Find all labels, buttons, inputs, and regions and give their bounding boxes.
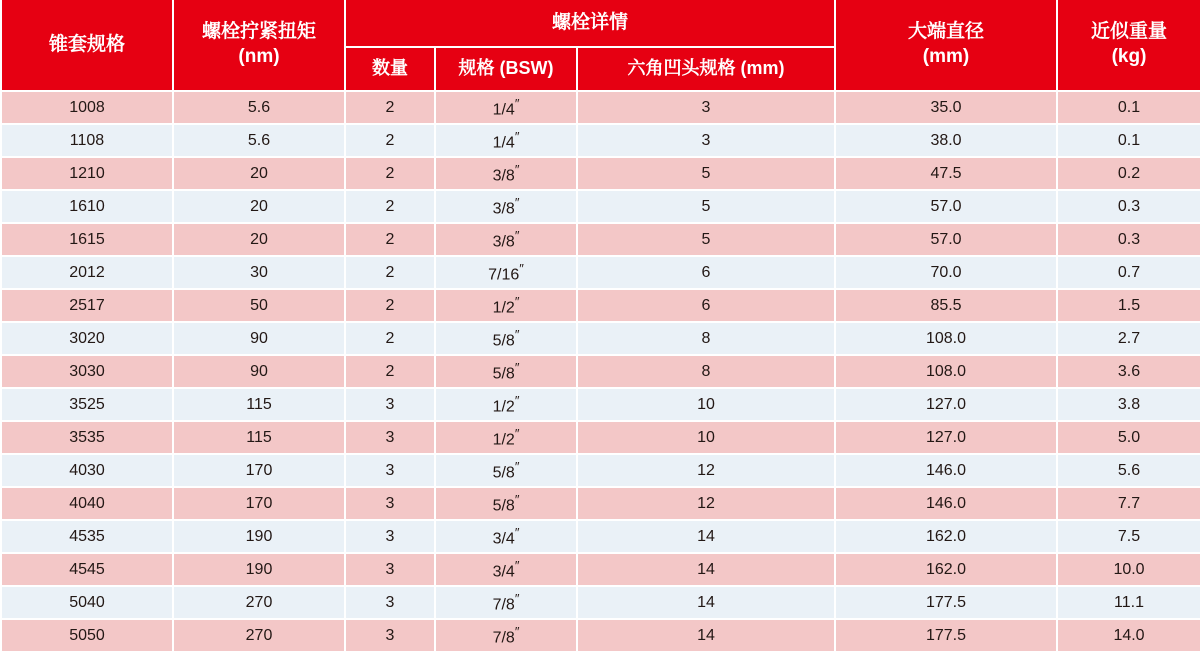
cell-taper-spec: 4040 — [1, 487, 173, 520]
cell-bolt-torque: 50 — [173, 289, 345, 322]
cell-bolt-spec-value: 5/8 — [492, 365, 515, 383]
cell-taper-spec: 5050 — [1, 619, 173, 652]
cell-taper-spec: 3535 — [1, 421, 173, 454]
inch-mark: ″ — [514, 326, 520, 342]
header-big-end-diameter-unit: (mm) — [922, 46, 970, 67]
cell-bolt-torque: 270 — [173, 586, 345, 619]
inch-mark: ″ — [514, 590, 520, 606]
cell-hex-socket: 14 — [577, 586, 835, 619]
cell-big-end-diameter: 108.0 — [835, 322, 1057, 355]
cell-approx-weight: 7.7 — [1057, 487, 1200, 520]
cell-taper-spec: 3030 — [1, 355, 173, 388]
cell-big-end-diameter: 146.0 — [835, 487, 1057, 520]
cell-bolt-quantity: 2 — [345, 190, 435, 223]
cell-bolt-torque: 5.6 — [173, 124, 345, 157]
cell-bolt-quantity: 3 — [345, 619, 435, 652]
cell-bolt-torque: 20 — [173, 223, 345, 256]
inch-mark: ″ — [514, 392, 520, 408]
cell-bolt-torque: 30 — [173, 256, 345, 289]
cell-approx-weight: 7.5 — [1057, 520, 1200, 553]
cell-approx-weight: 3.8 — [1057, 388, 1200, 421]
inch-mark: ″ — [514, 425, 520, 441]
cell-bolt-spec-value: 3/8 — [492, 233, 515, 251]
cell-bolt-spec-value: 5/8 — [492, 332, 515, 350]
cell-big-end-diameter: 177.5 — [835, 619, 1057, 652]
cell-bolt-spec-value: 3/4 — [492, 563, 515, 581]
cell-big-end-diameter: 127.0 — [835, 388, 1057, 421]
cell-bolt-spec-bsw — [435, 421, 577, 454]
cell-bolt-spec-bsw — [435, 454, 577, 487]
inch-mark: ″ — [514, 557, 520, 573]
cell-taper-spec: 3525 — [1, 388, 173, 421]
cell-taper-spec: 4545 — [1, 553, 173, 586]
cell-bolt-spec-bsw — [435, 289, 577, 322]
cell-bolt-spec-bsw — [435, 619, 577, 652]
cell-bolt-torque: 90 — [173, 322, 345, 355]
cell-bolt-spec-bsw — [435, 256, 577, 289]
cell-approx-weight: 5.6 — [1057, 454, 1200, 487]
header-taper-spec: 锥套规格 — [1, 0, 173, 91]
cell-bolt-spec-value: 3/8 — [492, 200, 515, 218]
cell-bolt-spec-bsw — [435, 91, 577, 124]
inch-mark: ″ — [514, 194, 520, 210]
cell-bolt-spec-bsw — [435, 223, 577, 256]
cell-hex-socket: 12 — [577, 487, 835, 520]
header-approx-weight-title: 近似重量 — [1091, 21, 1168, 43]
inch-mark: ″ — [514, 359, 520, 375]
cell-big-end-diameter: 108.0 — [835, 355, 1057, 388]
cell-approx-weight: 0.3 — [1057, 223, 1200, 256]
cell-approx-weight: 10.0 — [1057, 553, 1200, 586]
cell-bolt-quantity: 2 — [345, 256, 435, 289]
cell-hex-socket: 8 — [577, 355, 835, 388]
header-bolt-quantity: 数量 — [345, 47, 435, 91]
table-row — [1, 289, 1200, 322]
cell-bolt-spec-bsw — [435, 157, 577, 190]
cell-bolt-quantity: 3 — [345, 586, 435, 619]
cell-hex-socket: 14 — [577, 520, 835, 553]
cell-bolt-quantity: 2 — [345, 355, 435, 388]
cell-bolt-quantity: 2 — [345, 223, 435, 256]
inch-mark: ″ — [514, 161, 520, 177]
cell-approx-weight: 0.7 — [1057, 256, 1200, 289]
cell-taper-spec: 1610 — [1, 190, 173, 223]
cell-bolt-torque: 270 — [173, 619, 345, 652]
cell-approx-weight: 5.0 — [1057, 421, 1200, 454]
cell-bolt-torque: 190 — [173, 553, 345, 586]
cell-hex-socket: 6 — [577, 289, 835, 322]
cell-bolt-spec-value: 3/8 — [492, 167, 515, 185]
cell-approx-weight: 0.1 — [1057, 124, 1200, 157]
cell-hex-socket: 14 — [577, 619, 835, 652]
cell-bolt-quantity: 3 — [345, 454, 435, 487]
table-row — [1, 520, 1200, 553]
cell-bolt-spec-value: 1/4 — [492, 101, 515, 119]
cell-big-end-diameter: 70.0 — [835, 256, 1057, 289]
table-body — [1, 91, 1200, 652]
cell-approx-weight: 1.5 — [1057, 289, 1200, 322]
cell-bolt-torque: 170 — [173, 454, 345, 487]
cell-bolt-spec-value: 3/4 — [492, 530, 515, 548]
header-big-end-diameter-title: 大端直径 — [908, 21, 985, 43]
cell-taper-spec: 2517 — [1, 289, 173, 322]
cell-bolt-spec-bsw — [435, 487, 577, 520]
cell-bolt-spec-bsw — [435, 322, 577, 355]
cell-approx-weight: 2.7 — [1057, 322, 1200, 355]
cell-bolt-quantity: 2 — [345, 124, 435, 157]
cell-bolt-quantity: 3 — [345, 421, 435, 454]
cell-hex-socket: 6 — [577, 256, 835, 289]
cell-bolt-torque: 190 — [173, 520, 345, 553]
cell-bolt-spec-value: 7/8 — [492, 596, 515, 614]
cell-bolt-spec-value: 1/2 — [492, 299, 515, 317]
cell-bolt-torque: 170 — [173, 487, 345, 520]
cell-approx-weight: 11.1 — [1057, 586, 1200, 619]
cell-hex-socket: 5 — [577, 190, 835, 223]
cell-approx-weight: 14.0 — [1057, 619, 1200, 652]
table-header — [1, 0, 1200, 91]
table-row — [1, 487, 1200, 520]
cell-bolt-spec-bsw — [435, 586, 577, 619]
cell-big-end-diameter: 38.0 — [835, 124, 1057, 157]
inch-mark: ″ — [514, 128, 520, 144]
cell-bolt-torque: 90 — [173, 355, 345, 388]
cell-bolt-quantity: 2 — [345, 91, 435, 124]
header-bolt-torque-title: 螺栓拧紧扭矩 — [201, 21, 316, 43]
inch-mark: ″ — [514, 293, 520, 309]
cell-bolt-torque: 115 — [173, 421, 345, 454]
cell-approx-weight: 0.3 — [1057, 190, 1200, 223]
cell-bolt-spec-bsw — [435, 520, 577, 553]
cell-big-end-diameter: 127.0 — [835, 421, 1057, 454]
cell-bolt-quantity: 3 — [345, 553, 435, 586]
cell-bolt-torque: 5.6 — [173, 91, 345, 124]
cell-bolt-spec-value: 5/8 — [492, 464, 515, 482]
cell-bolt-quantity: 2 — [345, 289, 435, 322]
table-row — [1, 190, 1200, 223]
header-bolt-spec-bsw: 规格 (BSW) — [435, 47, 577, 91]
inch-mark: ″ — [519, 260, 524, 276]
cell-hex-socket: 14 — [577, 553, 835, 586]
cell-hex-socket: 12 — [577, 454, 835, 487]
cell-taper-spec: 1008 — [1, 91, 173, 124]
cell-bolt-torque: 20 — [173, 190, 345, 223]
table-row — [1, 355, 1200, 388]
header-bolt-torque-unit: (nm) — [238, 46, 280, 67]
cell-taper-spec: 1210 — [1, 157, 173, 190]
cell-approx-weight: 3.6 — [1057, 355, 1200, 388]
cell-hex-socket: 10 — [577, 421, 835, 454]
cell-bolt-quantity: 2 — [345, 157, 435, 190]
cell-taper-spec: 5040 — [1, 586, 173, 619]
cell-bolt-spec-bsw — [435, 388, 577, 421]
cell-bolt-spec-value: 1/2 — [492, 398, 515, 416]
cell-bolt-spec-bsw — [435, 553, 577, 586]
header-bolt-details-group: 螺栓详情 — [345, 0, 835, 47]
cell-big-end-diameter: 35.0 — [835, 91, 1057, 124]
cell-big-end-diameter: 57.0 — [835, 190, 1057, 223]
cell-taper-spec: 1108 — [1, 124, 173, 157]
table-row — [1, 586, 1200, 619]
cell-bolt-quantity: 3 — [345, 520, 435, 553]
cell-bolt-spec-bsw — [435, 355, 577, 388]
cell-bolt-spec-value: 1/4 — [492, 134, 515, 152]
cell-taper-spec: 1615 — [1, 223, 173, 256]
header-approx-weight — [1057, 0, 1200, 91]
cell-hex-socket: 5 — [577, 223, 835, 256]
table-row — [1, 91, 1200, 124]
header-big-end-diameter — [835, 0, 1057, 91]
inch-mark: ″ — [514, 227, 520, 243]
cell-approx-weight: 0.2 — [1057, 157, 1200, 190]
cell-approx-weight: 0.1 — [1057, 91, 1200, 124]
cell-hex-socket: 3 — [577, 91, 835, 124]
cell-bolt-torque: 115 — [173, 388, 345, 421]
inch-mark: ″ — [514, 623, 520, 639]
cell-taper-spec: 4030 — [1, 454, 173, 487]
table-row — [1, 454, 1200, 487]
table-row — [1, 421, 1200, 454]
cell-bolt-spec-bsw — [435, 190, 577, 223]
cell-hex-socket: 5 — [577, 157, 835, 190]
inch-mark: ″ — [514, 95, 520, 111]
cell-bolt-torque: 20 — [173, 157, 345, 190]
cell-big-end-diameter: 162.0 — [835, 520, 1057, 553]
table-row — [1, 157, 1200, 190]
cell-taper-spec: 4535 — [1, 520, 173, 553]
table-row — [1, 223, 1200, 256]
cell-hex-socket: 3 — [577, 124, 835, 157]
header-hex-socket-spec: 六角凹头规格 (mm) — [577, 47, 835, 91]
cell-big-end-diameter: 162.0 — [835, 553, 1057, 586]
table-row — [1, 124, 1200, 157]
cell-hex-socket: 8 — [577, 322, 835, 355]
table-row — [1, 322, 1200, 355]
header-approx-weight-unit: (kg) — [1111, 46, 1147, 67]
cell-big-end-diameter: 177.5 — [835, 586, 1057, 619]
inch-mark: ″ — [514, 458, 520, 474]
cell-bolt-quantity: 3 — [345, 388, 435, 421]
cell-bolt-quantity: 2 — [345, 322, 435, 355]
cell-bolt-spec-value: 7/16 — [488, 266, 520, 284]
cell-big-end-diameter: 57.0 — [835, 223, 1057, 256]
table-row — [1, 619, 1200, 652]
cell-taper-spec: 2012 — [1, 256, 173, 289]
cell-bolt-spec-value: 1/2 — [492, 431, 515, 449]
header-bolt-torque — [173, 0, 345, 91]
cell-taper-spec: 3020 — [1, 322, 173, 355]
cell-big-end-diameter: 47.5 — [835, 157, 1057, 190]
cell-bolt-quantity: 3 — [345, 487, 435, 520]
cell-hex-socket: 10 — [577, 388, 835, 421]
cell-big-end-diameter: 146.0 — [835, 454, 1057, 487]
cell-bolt-spec-value: 7/8 — [492, 629, 515, 647]
table-row — [1, 388, 1200, 421]
cell-big-end-diameter: 85.5 — [835, 289, 1057, 322]
inch-mark: ″ — [514, 524, 520, 540]
cell-bolt-spec-bsw — [435, 124, 577, 157]
inch-mark: ″ — [514, 491, 520, 507]
cell-bolt-spec-value: 5/8 — [492, 497, 515, 515]
table-row — [1, 553, 1200, 586]
table-row — [1, 256, 1200, 289]
